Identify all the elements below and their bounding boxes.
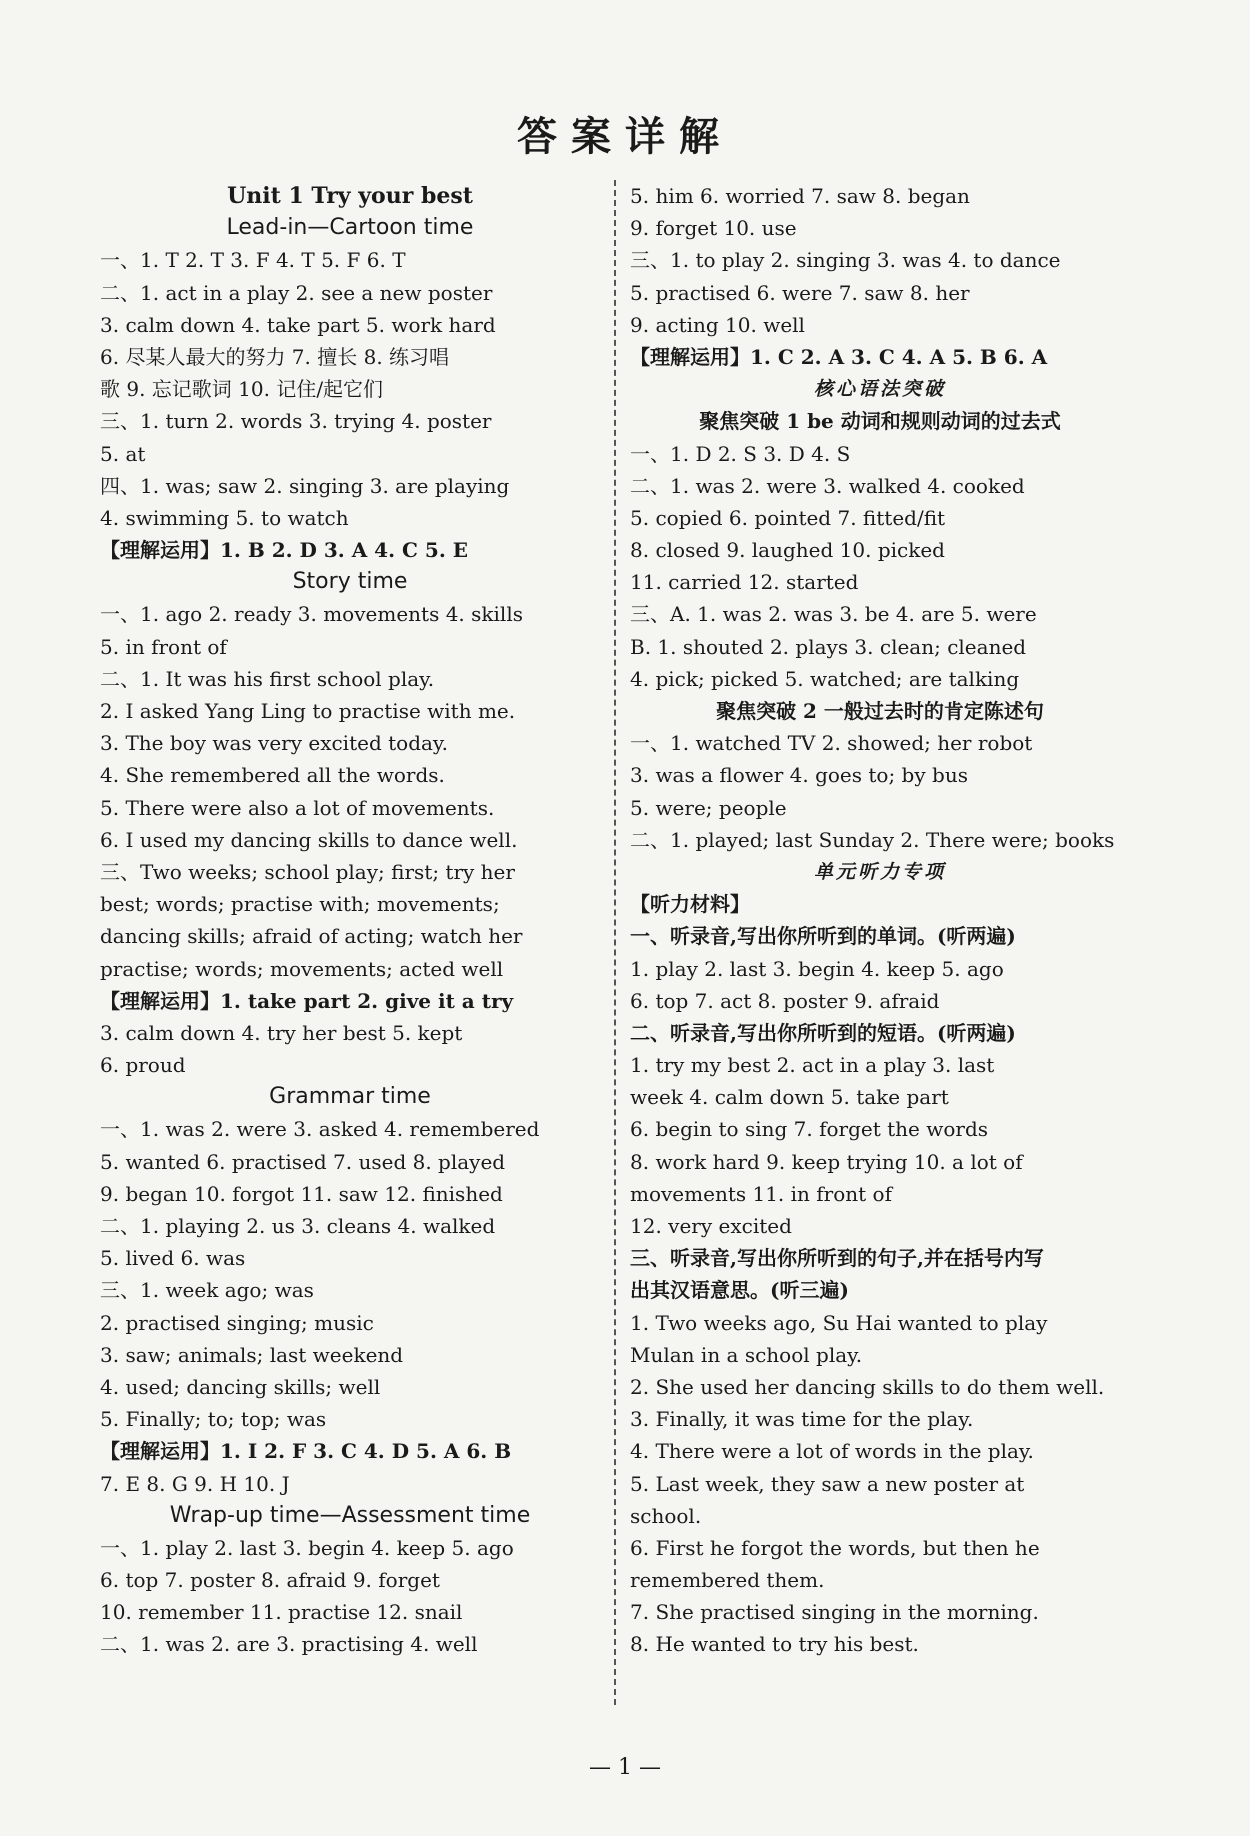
answer-line: practise; words; movements; acted well bbox=[100, 956, 504, 981]
section-heading: Story time bbox=[292, 569, 408, 595]
answer-line: 【理解运用】1. C 2. A 3. C 4. A 5. B 6. A bbox=[630, 344, 1048, 369]
answer-line: 一、1. D 2. S 3. D 4. S bbox=[630, 441, 851, 466]
answer-line: 一、1. was 2. were 3. asked 4. remembered bbox=[100, 1117, 540, 1142]
answer-line: 二、1. playing 2. us 3. cleans 4. walked bbox=[100, 1214, 496, 1238]
answer-line: 3. saw; animals; last weekend bbox=[100, 1342, 404, 1367]
answer-line: 12. very excited bbox=[630, 1214, 792, 1238]
answer-line: school. bbox=[630, 1503, 702, 1528]
answer-line: 5. copied 6. pointed 7. fitted/fit bbox=[630, 505, 946, 530]
answer-line: 二、1. played; last Sunday 2. There were; books bbox=[630, 827, 1115, 852]
answer-line: 【听力材料】 bbox=[630, 892, 750, 917]
answer-line: 5. at bbox=[100, 441, 146, 466]
answer-line: 歌 9. 忘记歌词 10. 记住/起它们 bbox=[100, 377, 384, 402]
answer-line: 6. I used my dancing skills to dance well. bbox=[100, 827, 518, 852]
answer-line: 一、1. T 2. T 3. F 4. T 5. F 6. T bbox=[100, 248, 406, 273]
answer-line: 3. Finally, it was time for the play. bbox=[630, 1407, 974, 1432]
answer-line: 5. practised 6. were 7. saw 8. her bbox=[630, 280, 970, 305]
answer-line: 3. calm down 4. try her best 5. kept bbox=[100, 1020, 463, 1045]
page-number: — 1 — bbox=[589, 1755, 661, 1780]
answer-line: 二、听录音,写出你所听到的短语。(听两遍) bbox=[630, 1020, 1016, 1045]
section-heading: 核心语法突破 bbox=[813, 378, 946, 401]
answer-line: 二、1. was 2. were 3. walked 4. cooked bbox=[630, 473, 1025, 498]
answer-line: 1. Two weeks ago, Su Hai wanted to play bbox=[630, 1310, 1048, 1335]
answer-line: remembered them. bbox=[630, 1568, 825, 1593]
answer-line: 4. pick; picked 5. watched; are talking bbox=[630, 666, 1020, 691]
answer-line: 6. proud bbox=[100, 1053, 186, 1078]
answer-line: 一、1. play 2. last 3. begin 4. keep 5. ago bbox=[100, 1535, 514, 1560]
answer-line: 3. calm down 4. take part 5. work hard bbox=[100, 312, 496, 337]
answer-line: 5. There were also a lot of movements. bbox=[100, 795, 495, 820]
answer-line: 【理解运用】1. take part 2. give it a try bbox=[100, 988, 514, 1013]
answer-line: 3. was a flower 4. goes to; by bus bbox=[630, 763, 968, 788]
answer-line: 出其汉语意思。(听三遍) bbox=[630, 1278, 849, 1303]
answer-line: 二、1. act in a play 2. see a new poster bbox=[100, 280, 493, 305]
answer-line: 3. The boy was very excited today. bbox=[100, 731, 448, 756]
answer-line: 三、听录音,写出你所听到的句子,并在括号内写 bbox=[630, 1246, 1044, 1271]
page-title: 答案详解 bbox=[517, 114, 733, 160]
answer-line: 7. E 8. G 9. H 10. J bbox=[100, 1471, 290, 1496]
answer-line: 二、1. It was his first school play. bbox=[100, 666, 435, 691]
answer-line: 二、1. was 2. are 3. practising 4. well bbox=[100, 1632, 478, 1657]
answer-line: 7. She practised singing in the morning. bbox=[630, 1600, 1039, 1625]
answer-line: 8. closed 9. laughed 10. picked bbox=[630, 538, 945, 563]
answer-line: 8. work hard 9. keep trying 10. a lot of bbox=[630, 1149, 1023, 1174]
answer-line: B. 1. shouted 2. plays 3. clean; cleaned bbox=[630, 634, 1027, 659]
right-column bbox=[630, 180, 1130, 1661]
answer-line: 4. used; dancing skills; well bbox=[100, 1374, 381, 1399]
answer-line: dancing skills; afraid of acting; watch her bbox=[100, 924, 523, 949]
section-heading: 聚焦突破 1 be 动词和规则动词的过去式 bbox=[699, 409, 1061, 434]
answer-line: 【理解运用】1. I 2. F 3. C 4. D 5. A 6. B bbox=[100, 1439, 512, 1464]
answer-line: 5. in front of bbox=[100, 634, 227, 659]
column-divider bbox=[614, 180, 616, 1705]
section-heading: Lead-in—Cartoon time bbox=[226, 215, 474, 241]
answer-line: 5. wanted 6. practised 7. used 8. played bbox=[100, 1149, 506, 1174]
section-heading: Unit 1 Try your best bbox=[227, 183, 473, 209]
answer-line: week 4. calm down 5. take part bbox=[630, 1085, 949, 1110]
answer-line: best; words; practise with; movements; bbox=[100, 892, 500, 917]
section-heading: Wrap-up time—Assessment time bbox=[169, 1502, 531, 1528]
answer-line: 5. Finally; to; top; was bbox=[100, 1407, 327, 1432]
answer-line: 【理解运用】1. B 2. D 3. A 4. C 5. E bbox=[100, 538, 468, 563]
answer-line: 6. begin to sing 7. forget the words bbox=[630, 1117, 989, 1142]
answer-line: 四、1. was; saw 2. singing 3. are playing bbox=[100, 473, 510, 498]
answer-line: 4. swimming 5. to watch bbox=[100, 505, 349, 530]
answer-line: 一、1. watched TV 2. showed; her robot bbox=[630, 731, 1033, 756]
answer-line: 4. She remembered all the words. bbox=[100, 763, 445, 788]
answer-line: 三、1. turn 2. words 3. trying 4. poster bbox=[100, 409, 492, 434]
section-heading: 聚焦突破 2 一般过去时的肯定陈述句 bbox=[716, 699, 1044, 723]
left-column bbox=[100, 180, 600, 1661]
answer-line: 三、1. week ago; was bbox=[100, 1278, 314, 1303]
answer-line: 5. Last week, they saw a new poster at bbox=[630, 1471, 1025, 1496]
answer-line: 6. 尽某人最大的努力 7. 擅长 8. 练习唱 bbox=[100, 344, 450, 369]
answer-line: 11. carried 12. started bbox=[630, 570, 859, 595]
answer-line: 4. There were a lot of words in the play. bbox=[630, 1439, 1034, 1464]
section-heading: 单元听力专项 bbox=[813, 860, 946, 883]
section-heading: Grammar time bbox=[269, 1084, 431, 1110]
answer-line: 1. try my best 2. act in a play 3. last bbox=[630, 1053, 995, 1078]
answer-line: 5. lived 6. was bbox=[100, 1246, 246, 1271]
answer-line: 5. were; people bbox=[630, 795, 787, 820]
answer-line: 9. acting 10. well bbox=[630, 312, 805, 337]
answer-line: 1. play 2. last 3. begin 4. keep 5. ago bbox=[630, 956, 1004, 981]
answer-line: 5. him 6. worried 7. saw 8. began bbox=[630, 184, 970, 208]
answer-line: 三、Two weeks; school play; first; try her bbox=[100, 859, 515, 884]
answer-line: movements 11. in front of bbox=[630, 1181, 893, 1206]
answer-line: 2. practised singing; music bbox=[100, 1310, 374, 1335]
answer-line: 9. forget 10. use bbox=[630, 216, 797, 241]
answer-line: 6. top 7. poster 8. afraid 9. forget bbox=[100, 1568, 440, 1593]
answer-line: 一、听录音,写出你所听到的单词。(听两遍) bbox=[630, 924, 1016, 949]
answer-line: 6. top 7. act 8. poster 9. afraid bbox=[630, 988, 940, 1013]
answer-line: 三、1. to play 2. singing 3. was 4. to dance bbox=[630, 248, 1061, 273]
answer-line: 8. He wanted to try his best. bbox=[630, 1632, 919, 1657]
answer-line: Mulan in a school play. bbox=[630, 1342, 863, 1367]
answer-line: 2. I asked Yang Ling to practise with me. bbox=[100, 699, 516, 723]
answer-line: 2. She used her dancing skills to do them well. bbox=[630, 1374, 1105, 1399]
answer-line: 6. First he forgot the words, but then he bbox=[630, 1535, 1040, 1560]
answer-line: 9. began 10. forgot 11. saw 12. finished bbox=[100, 1181, 503, 1206]
answer-line: 三、A. 1. was 2. was 3. be 4. are 5. were bbox=[630, 602, 1037, 627]
answer-line: 10. remember 11. practise 12. snail bbox=[100, 1600, 463, 1625]
answer-line: 一、1. ago 2. ready 3. movements 4. skills bbox=[100, 602, 523, 627]
